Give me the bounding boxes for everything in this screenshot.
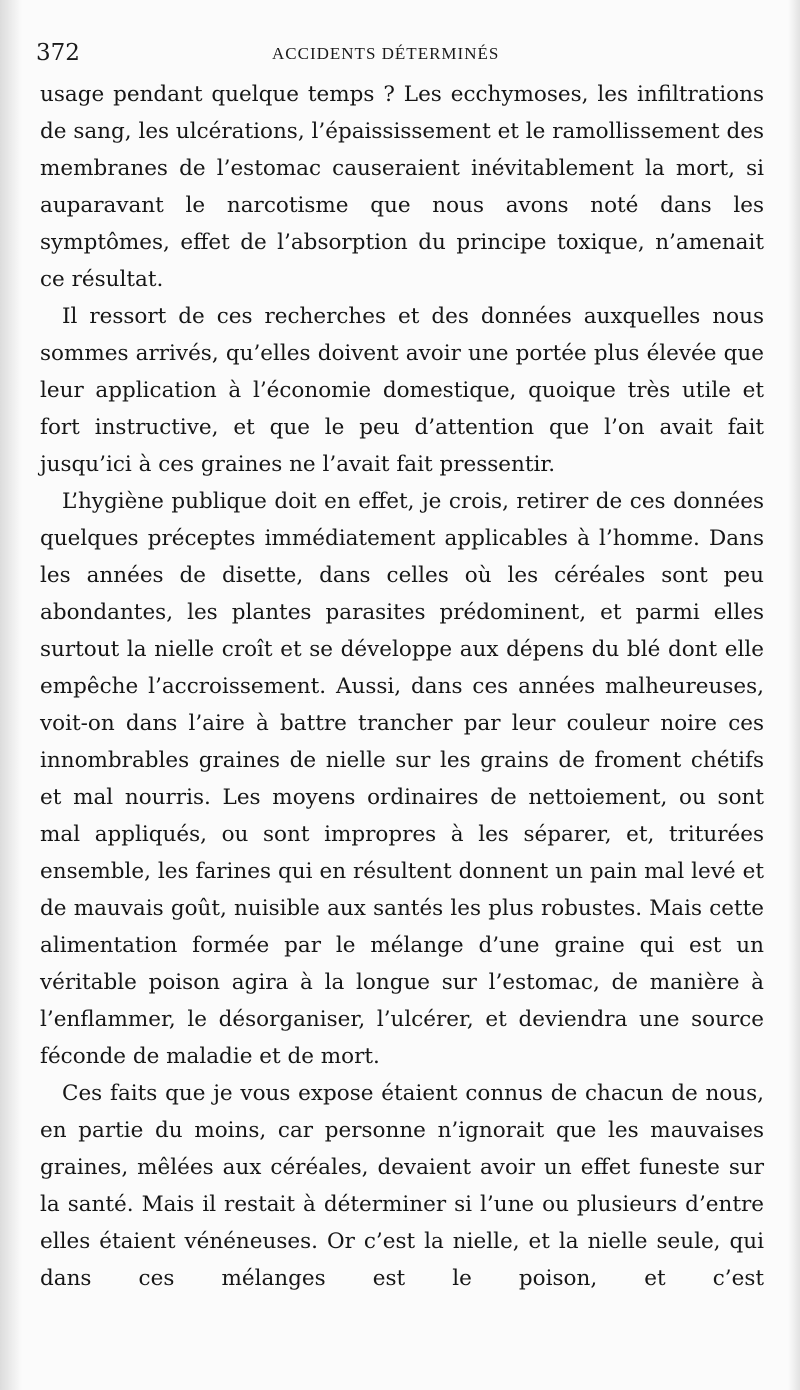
page-header: [36, 40, 776, 80]
page-gutter-shadow: [0, 0, 22, 1390]
page-edge-shadow: [788, 0, 800, 1390]
paragraph-4: Ces faits que je vous expose étaient connus de chacun de nous, en partie du moins, car personne n’ignorait que les mauvaises graines, mêlées aux céréales, devaient avoir un effet funeste sur la santé. Mais il restait à déterminer si l’une ou plusieurs d’entre elles étaient vénéneuses. Or c’est la nielle, et la nielle seule, qui dans ces mélanges est le poison, et c’est: [40, 1081, 764, 1291]
paragraph-2: Il ressort de ces recherches et des données auxquelles nous sommes arrivés, qu’elles doivent avoir une portée plus élevée que leur application à l’économie domestique, quoique très utile et fort instructive, et que le peu d’attention que l’on avait fait jusqu’ici à ces graines ne l’avait fait pressentir.: [40, 304, 764, 477]
paragraph-3: L’hygiène publique doit en effet, je crois, retirer de ces données quelques préceptes immédiatement applicables à l’homme. Dans les années de disette, dans celles où les céréales sont peu abondantes, les plantes parasites prédominent, et parmi elles surtout la nielle croît et se développe aux dépens du blé dont elle empêche l’accroissement. Aussi, dans ces années malheureuses, voit-on dans l’aire à battre trancher par leur couleur noire ces innombrables graines de nielle sur les grains de froment chétifs et mal nourris. Les moyens ordinaires de nettoiement, ou sont mal appliqués, ou sont impropres à les séparer, et, triturées ensemble, les farines qui en résultent donnent un pain mal levé et de mauvais goût, nuisible aux santés les plus robustes. Mais cette alimentation formée par le mélange d’une graine qui est un véritable poison agira à la longue sur l’estomac, de manière à l’enflammer, le désorganiser, l’ulcérer, et deviendra une source féconde de maladie et de mort.: [40, 489, 764, 1069]
running-head: ACCIDENTS DÉTERMINÉS: [272, 44, 500, 63]
page-body: [40, 76, 764, 1297]
page-number: 372: [36, 40, 80, 66]
paragraph-1: usage pendant quelque temps ? Les ecchymoses, les infiltrations de sang, les ulcérations, l’épaississement et le ramollissement des membranes de l’estomac causeraient inévitablement la mort, si auparavant le narcotisme que nous avons noté dans les symptômes, effet de l’absorption du principe toxique, n’amenait ce résultat.: [40, 82, 764, 292]
